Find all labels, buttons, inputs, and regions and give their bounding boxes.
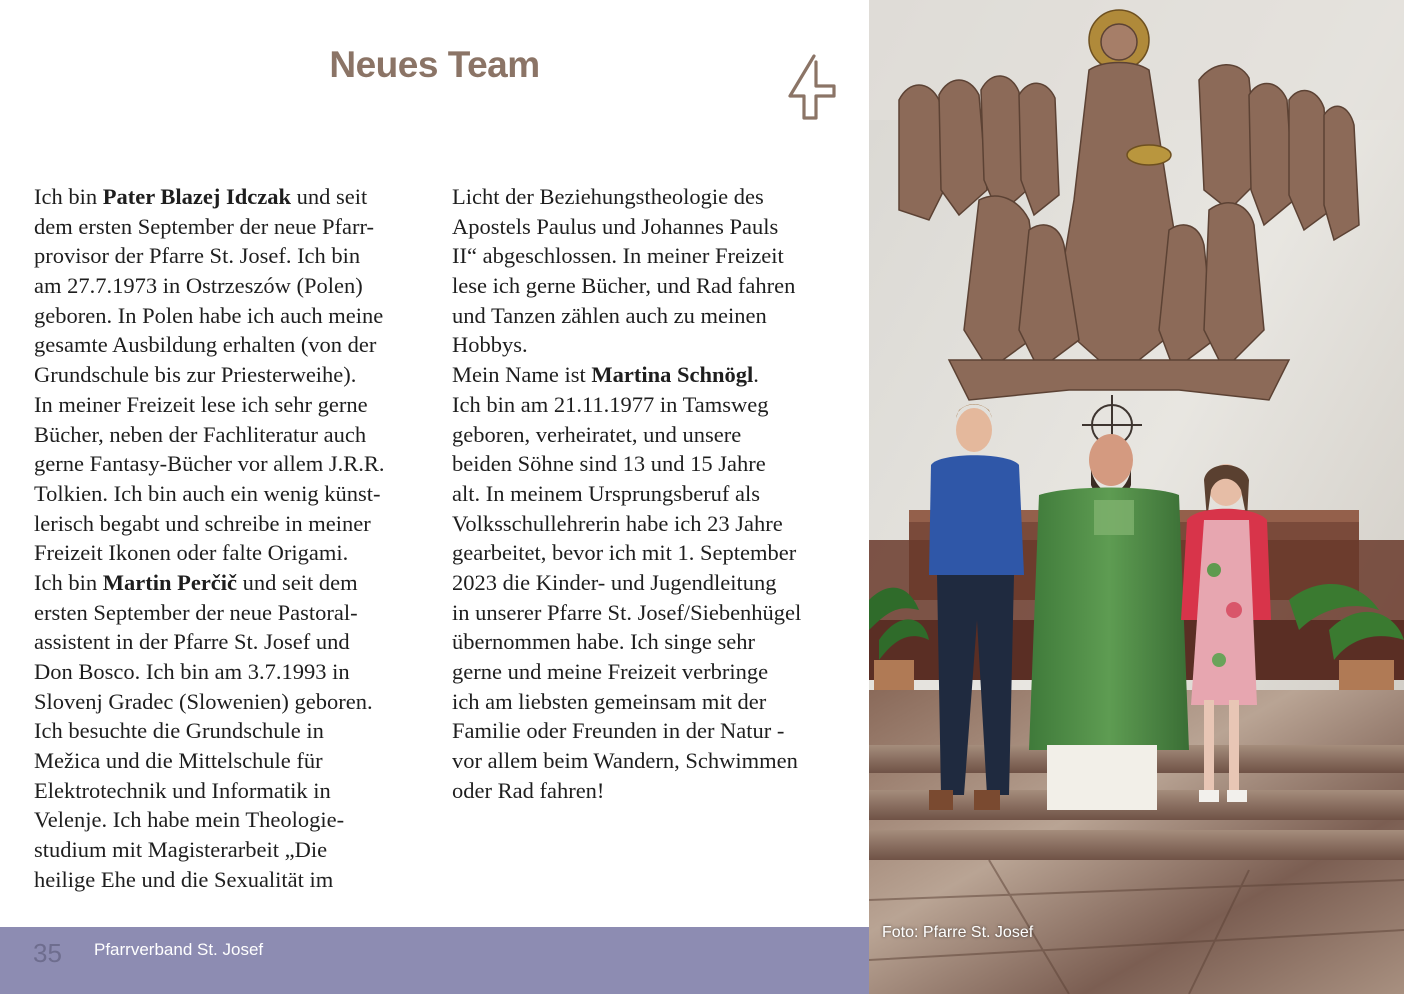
article-line [452,657,852,687]
person-name: Martina Schnögl [591,362,754,388]
text-segment: In meiner Freizeit lese ich sehr gerne [34,391,368,417]
article-line [34,805,429,835]
text-segment: Ich bin [34,569,103,595]
article-line [452,390,852,420]
text-segment: provisor der Pfarre St. Josef. Ich bin [34,243,361,269]
article-line [34,509,429,539]
article-line [34,182,429,212]
text-segment: Slovenj Gradec (Slowenien) geboren. [34,688,373,714]
article-line [34,657,429,687]
person-name: Martin Perčič [102,569,238,595]
article-line [452,568,852,598]
text-segment: II“ abgeschlossen. In meiner Freizeit [452,243,784,269]
article-line [452,776,852,806]
article-line [34,271,429,301]
text-segment: geboren, verheiratet, und unsere [452,421,742,447]
text-segment: gerne Fantasy-Bücher vor allem J.R.R. [34,451,385,477]
article-line [34,420,429,450]
text-segment: Licht der Beziehungstheologie des [452,184,764,209]
text-segment: in unserer Pfarre St. Josef/Siebenhügel [452,599,802,625]
text-segment: Volksschullehrerin habe ich 23 Jahre [452,510,783,536]
text-segment: Ich besuchte die Grundschule in [34,718,324,744]
team-photo [869,0,1404,994]
church-altar-group-photo [869,0,1404,994]
text-segment: gerne und meine Freizeit verbringe [452,659,769,684]
article-line [452,182,852,212]
text-segment: oder Rad fahren! [452,777,605,803]
article-line [34,865,429,895]
text-segment: Apostels Paulus und Johannes Pauls [452,213,779,239]
article-line [34,241,429,271]
article-line [452,241,852,271]
person-name: Pater Blazej Idczak [102,184,292,209]
text-segment: Bücher, neben der Fachliteratur auch [34,421,367,447]
article-line [452,301,852,331]
text-segment: übernommen habe. Ich singe sehr [452,629,756,655]
text-segment: lese ich gerne Bücher, und Rad fahren [452,273,796,299]
text-segment: Tolkien. Ich bin auch ein wenig künst- [34,480,381,506]
article-line [34,716,429,746]
article-line [34,360,429,390]
text-segment: studium mit Magisterarbeit „Die [34,837,328,863]
text-segment: und seit dem [237,569,358,595]
article-line [34,330,429,360]
page-footer [0,927,869,994]
text-segment: heilige Ehe und die Sexualität im [34,866,334,892]
article-line [452,716,852,746]
text-segment: beiden Söhne sind 13 und 15 Jahre [452,451,766,477]
text-segment: Mein Name ist [452,362,592,388]
text-segment: dem ersten September der neue Pfarr- [34,213,375,239]
article-line [34,479,429,509]
article-line [452,420,852,450]
text-segment: lerisch begabt und schreibe in meiner [34,510,371,536]
text-segment: Elektrotechnik und Informatik in [34,777,331,803]
publication-name: Pfarrverband St. Josef [94,940,264,959]
article-line [452,330,852,360]
text-segment: Grundschule bis zur Priesterweihe). [34,362,357,388]
article-line [34,776,429,806]
text-segment: und seit [291,184,368,209]
article-line [452,746,852,776]
article-column-right [452,182,852,805]
text-segment: 2023 die Kinder- und Jugendleitung [452,569,777,595]
article-line [452,212,852,242]
article-line [34,598,429,628]
text-segment: assistent in der Pfarre St. Josef und [34,629,350,655]
text-segment: alt. In meinem Ursprungsberuf als [452,480,761,506]
article-line [34,687,429,717]
text-segment: Ich bin am 21.11.1977 in Tamsweg [452,391,769,417]
article-column-left [34,182,429,895]
text-segment: ersten September der neue Pastoral- [34,599,358,625]
text-segment: Mežica und die Mittelschule für [34,748,323,774]
article-line [34,538,429,568]
article-line [452,627,852,657]
article-line [452,538,852,568]
text-segment: und Tanzen zählen auch zu meinen [452,302,767,328]
article-line [34,449,429,479]
text-segment: vor allem beim Wandern, Schwimmen [452,748,798,774]
photo-credit: Foto: Pfarre St. Josef [882,924,1034,941]
article-line [452,509,852,539]
article-line [452,360,852,390]
text-segment: Velenje. Ich habe mein Theologie- [34,807,345,833]
article-line [34,212,429,242]
text-segment: Don Bosco. Ich bin am 3.7.1993 in [34,659,350,684]
article-line [452,271,852,301]
article-line [452,449,852,479]
stylized-cross-4-icon [784,52,840,122]
text-segment: am 27.7.1973 in Ostrzeszów (Polen) [34,273,363,299]
text-segment: . [753,362,759,388]
article-line [452,479,852,509]
article-line [34,568,429,598]
article-line [34,627,429,657]
article-line [34,390,429,420]
text-segment: geboren. In Polen habe ich auch meine [34,302,384,328]
text-segment: gearbeitet, bevor ich mit 1. September [452,540,797,566]
article-line [34,835,429,865]
article-line [452,687,852,717]
text-segment: ich am liebsten gemeinsam mit der [452,688,767,714]
page-number: 35 [33,938,62,968]
text-segment: gesamte Ausbildung erhalten (von der [34,332,377,358]
article-line [34,301,429,331]
text-segment: Ich bin [34,184,103,209]
article-line [34,746,429,776]
text-segment: Familie oder Freunden in der Natur - [452,718,785,744]
page-title: Neues Team [329,44,540,85]
text-segment: Freizeit Ikonen oder falte Origami. [34,540,349,566]
article-line [452,598,852,628]
text-segment: Hobbys. [452,332,528,358]
